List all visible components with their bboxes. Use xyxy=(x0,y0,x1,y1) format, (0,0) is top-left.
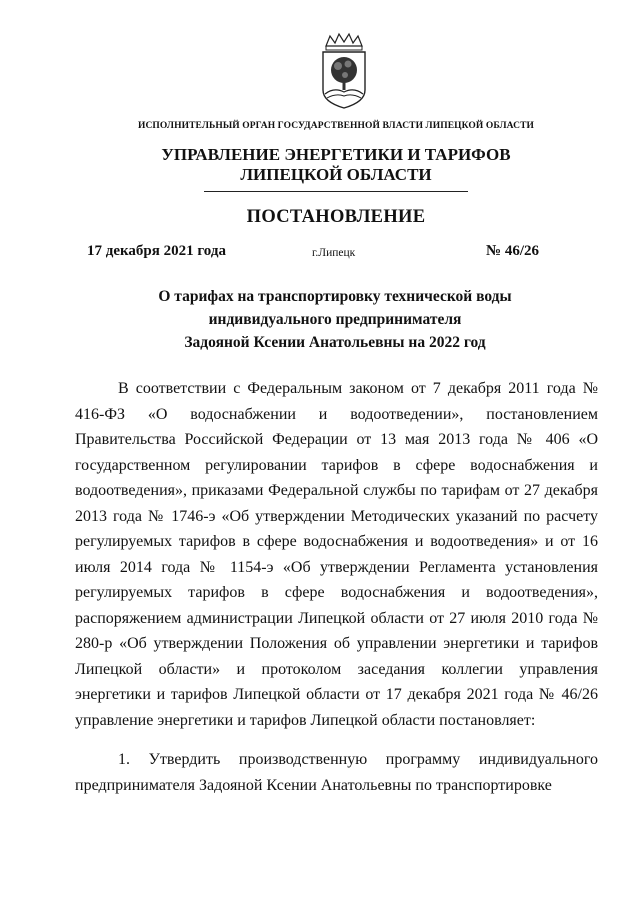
document-type-title: ПОСТАНОВЛЕНИЕ xyxy=(246,207,426,227)
subject-line1: О тарифах на транспортировку технической воды xyxy=(158,288,512,305)
header-divider xyxy=(204,191,468,192)
preamble-paragraph: В соответствии с Федеральным законом от 7 декабря 2011 года № 416-ФЗ «О водоснабжении и водоотведении», постановлением Правительства Российской Федерации от 13 мая 2013 года № 406 «О государственном регулировании тарифов в сфере водоснабжения и водоотведения», приказами Федеральной службы по тарифам от 27 декабря 2013 года № 1746-э «Об утверждении Методических указаний по расчету регулируемых тарифов в сфере водоснабжения и водоотведения» и от 16 июля 2014 года № 1154-э «Об утверждении Регламента установления регулируемых тарифов в сфере водоснабжения и водоотведения», распоряжением администрации Липецкой области от 27 июля 2010 года № 280-р «Об утверждении Положения об управлении энергетики и тарифов Липецкой области» и протоколом заседания коллегии управления энергетики и тарифов Липецкой области от 17 декабря 2021 года № 46/26 управление энергетики и тарифов Липецкой области постановляет: xyxy=(75,380,598,729)
subject-line3: Задояной Ксении Анатольевны на 2022 год xyxy=(184,334,486,351)
document-city: г.Липецк xyxy=(312,247,356,259)
authority-line: ИСПОЛНИТЕЛЬНЫЙ ОРГАН ГОСУДАРСТВЕННОЙ ВЛАСТИ ЛИПЕЦКОЙ ОБЛАСТИ xyxy=(137,121,535,131)
document-number: № 46/26 xyxy=(486,243,539,259)
organization-name-line1: УПРАВЛЕНИЕ ЭНЕРГЕТИКИ И ТАРИФОВ xyxy=(161,145,511,164)
organization-name xyxy=(0,145,640,185)
document-date: 17 декабря 2021 года xyxy=(87,243,226,259)
organization-name-line2: ЛИПЕЦКОЙ ОБЛАСТИ xyxy=(240,165,432,184)
coat-of-arms-icon xyxy=(318,32,370,112)
document-subject xyxy=(0,285,640,354)
subject-line2: индивидуального предпринимателя xyxy=(208,311,462,328)
document-body xyxy=(75,376,598,798)
resolution-item-1: 1. Утвердить производственную программу индивидуального предпринимателя Задояной Ксении Анатольевны по транспортировке xyxy=(75,751,598,794)
